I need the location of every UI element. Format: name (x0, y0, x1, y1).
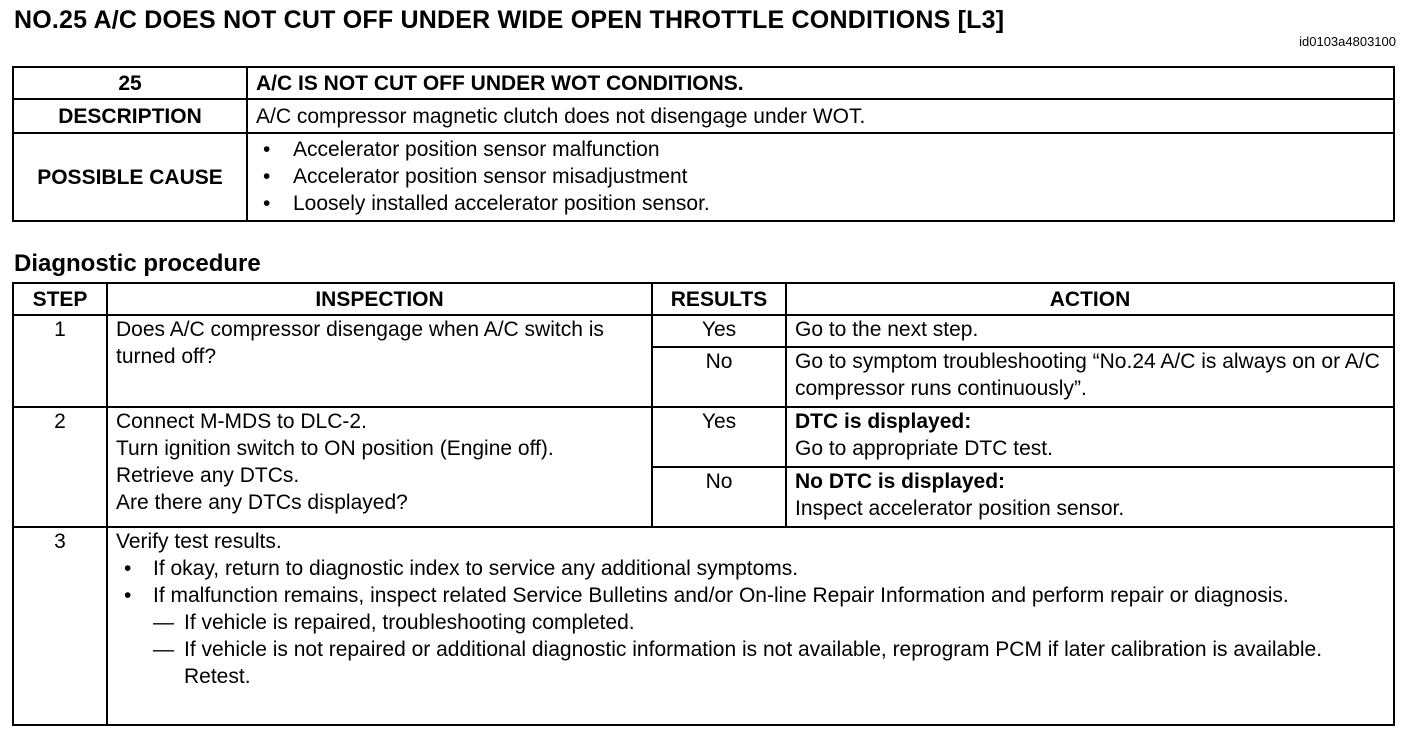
verification-intro: Verify test results. (116, 530, 282, 553)
header-action: ACTION (786, 283, 1394, 315)
action-text: Go to the next step. (786, 315, 1394, 347)
description-text: A/C compressor magnetic clutch does not disengage under WOT. (247, 99, 1394, 133)
header-results: RESULTS (652, 283, 786, 315)
action-cell (786, 467, 1394, 527)
inspection-line: Connect M-MDS to DLC-2. (116, 410, 367, 433)
action-cell (786, 407, 1394, 467)
cause-item: • Accelerator position sensor misadjustment (256, 163, 1385, 190)
verification-sublist (153, 609, 1385, 690)
step-verification (107, 527, 1394, 725)
symptom-number: 25 (13, 67, 247, 99)
description-label: DESCRIPTION (13, 99, 247, 133)
step-number: 3 (13, 527, 107, 725)
action-text: Go to appropriate DTC test. (795, 437, 1053, 460)
step-number: 2 (13, 407, 107, 527)
result-value: No (652, 467, 786, 527)
cause-item: • Loosely installed accelerator position sensor. (256, 190, 1385, 217)
header-inspection: INSPECTION (107, 283, 652, 315)
verification-list (116, 555, 1385, 609)
step-inspection (107, 407, 652, 527)
verification-item-text: If malfunction remains, inspect related Service Bulletins and/or On-line Repair Information and perform repair or diagnosis. (153, 584, 1289, 607)
step-inspection: Does A/C compressor disengage when A/C switch is turned off? (107, 315, 652, 407)
result-value: Yes (652, 407, 786, 467)
inspection-line: Retrieve any DTCs. (116, 464, 300, 487)
inspection-line: Are there any DTCs displayed? (116, 491, 408, 514)
page-title: NO.25 A/C DOES NOT CUT OFF UNDER WIDE OPEN THROTTLE CONDITIONS [L3] (14, 6, 1005, 34)
diagnostic-procedure-table (12, 282, 1395, 726)
verification-item (116, 582, 1385, 609)
verification-subitem: — If vehicle is repaired, troubleshooting completed. (153, 609, 1385, 636)
step-number: 1 (13, 315, 107, 407)
symptom-summary-table (12, 66, 1395, 222)
result-value: Yes (652, 315, 786, 347)
header-step: STEP (13, 283, 107, 315)
verification-subitem: — If vehicle is not repaired or additional diagnostic information is not available, reprogram PCM if later calibration is available. Retest. (153, 636, 1385, 690)
document-id: id0103a4803100 (1299, 34, 1396, 49)
symptom-title: A/C IS NOT CUT OFF UNDER WOT CONDITIONS. (247, 67, 1394, 99)
cause-item: • Accelerator position sensor malfunction (256, 136, 1385, 163)
action-heading: No DTC is displayed: (795, 470, 1006, 493)
verification-item: • If okay, return to diagnostic index to service any additional symptoms. (116, 555, 1385, 582)
inspection-line: Turn ignition switch to ON position (Engine off). (116, 437, 554, 460)
possible-cause-cell (247, 133, 1394, 221)
possible-cause-label: POSSIBLE CAUSE (13, 133, 247, 221)
action-text: Inspect accelerator position sensor. (795, 497, 1125, 520)
section-title: Diagnostic procedure (14, 250, 261, 277)
action-heading: DTC is displayed: (795, 410, 972, 433)
result-value: No (652, 347, 786, 407)
possible-cause-list (256, 136, 1385, 217)
action-text: Go to symptom troubleshooting “No.24 A/C is always on or A/C compressor runs continuously”. (786, 347, 1394, 407)
